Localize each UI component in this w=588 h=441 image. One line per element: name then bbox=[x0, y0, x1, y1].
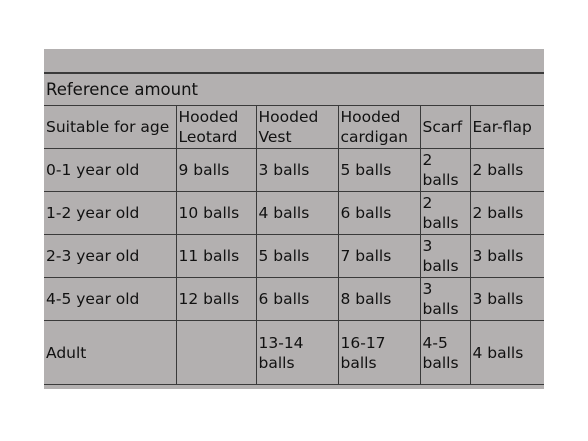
cell-hooded-leotard: 10 balls bbox=[176, 192, 256, 235]
header-scarf: Scarf bbox=[420, 106, 470, 149]
cell-hooded-vest: 5 balls bbox=[256, 235, 338, 278]
header-age: Suitable for age bbox=[44, 106, 176, 149]
cell-hooded-cardigan: 7 balls bbox=[338, 235, 420, 278]
title-row bbox=[44, 74, 544, 106]
header-hooded-vest: Hooded Vest bbox=[256, 106, 338, 149]
header-row bbox=[44, 106, 544, 149]
table-row bbox=[44, 278, 544, 321]
cell-scarf: 3 balls bbox=[420, 235, 470, 278]
cell-hooded-vest: 13-14 balls bbox=[256, 321, 338, 385]
table-row bbox=[44, 149, 544, 192]
header-ear-flap: Ear-flap bbox=[470, 106, 544, 149]
cell-ear-flap: 3 balls bbox=[470, 278, 544, 321]
header-hooded-leotard: Hooded Leotard bbox=[176, 106, 256, 149]
cell-age: 4-5 year old bbox=[44, 278, 176, 321]
top-band bbox=[44, 49, 544, 73]
cell-scarf: 2 balls bbox=[420, 192, 470, 235]
table-row bbox=[44, 192, 544, 235]
cell-scarf: 2 balls bbox=[420, 149, 470, 192]
table-title: Reference amount bbox=[44, 74, 544, 106]
cell-age: 1-2 year old bbox=[44, 192, 176, 235]
cell-ear-flap: 2 balls bbox=[470, 149, 544, 192]
cell-scarf: 4-5 balls bbox=[420, 321, 470, 385]
cell-hooded-leotard: 12 balls bbox=[176, 278, 256, 321]
reference-table bbox=[44, 73, 544, 385]
cell-hooded-cardigan: 6 balls bbox=[338, 192, 420, 235]
table-row bbox=[44, 321, 544, 385]
cell-ear-flap: 2 balls bbox=[470, 192, 544, 235]
cell-hooded-vest: 6 balls bbox=[256, 278, 338, 321]
cell-age: Adult bbox=[44, 321, 176, 385]
cell-hooded-leotard: 11 balls bbox=[176, 235, 256, 278]
cell-hooded-cardigan: 5 balls bbox=[338, 149, 420, 192]
cell-hooded-cardigan: 16-17 balls bbox=[338, 321, 420, 385]
cell-ear-flap: 4 balls bbox=[470, 321, 544, 385]
cell-scarf: 3 balls bbox=[420, 278, 470, 321]
cell-hooded-cardigan: 8 balls bbox=[338, 278, 420, 321]
cell-hooded-leotard: 9 balls bbox=[176, 149, 256, 192]
table-row bbox=[44, 235, 544, 278]
header-hooded-cardigan: Hooded cardigan bbox=[338, 106, 420, 149]
cell-age: 2-3 year old bbox=[44, 235, 176, 278]
cell-hooded-leotard bbox=[176, 321, 256, 385]
cell-hooded-vest: 3 balls bbox=[256, 149, 338, 192]
cell-ear-flap: 3 balls bbox=[470, 235, 544, 278]
reference-panel bbox=[44, 49, 544, 389]
cell-age: 0-1 year old bbox=[44, 149, 176, 192]
cell-hooded-vest: 4 balls bbox=[256, 192, 338, 235]
